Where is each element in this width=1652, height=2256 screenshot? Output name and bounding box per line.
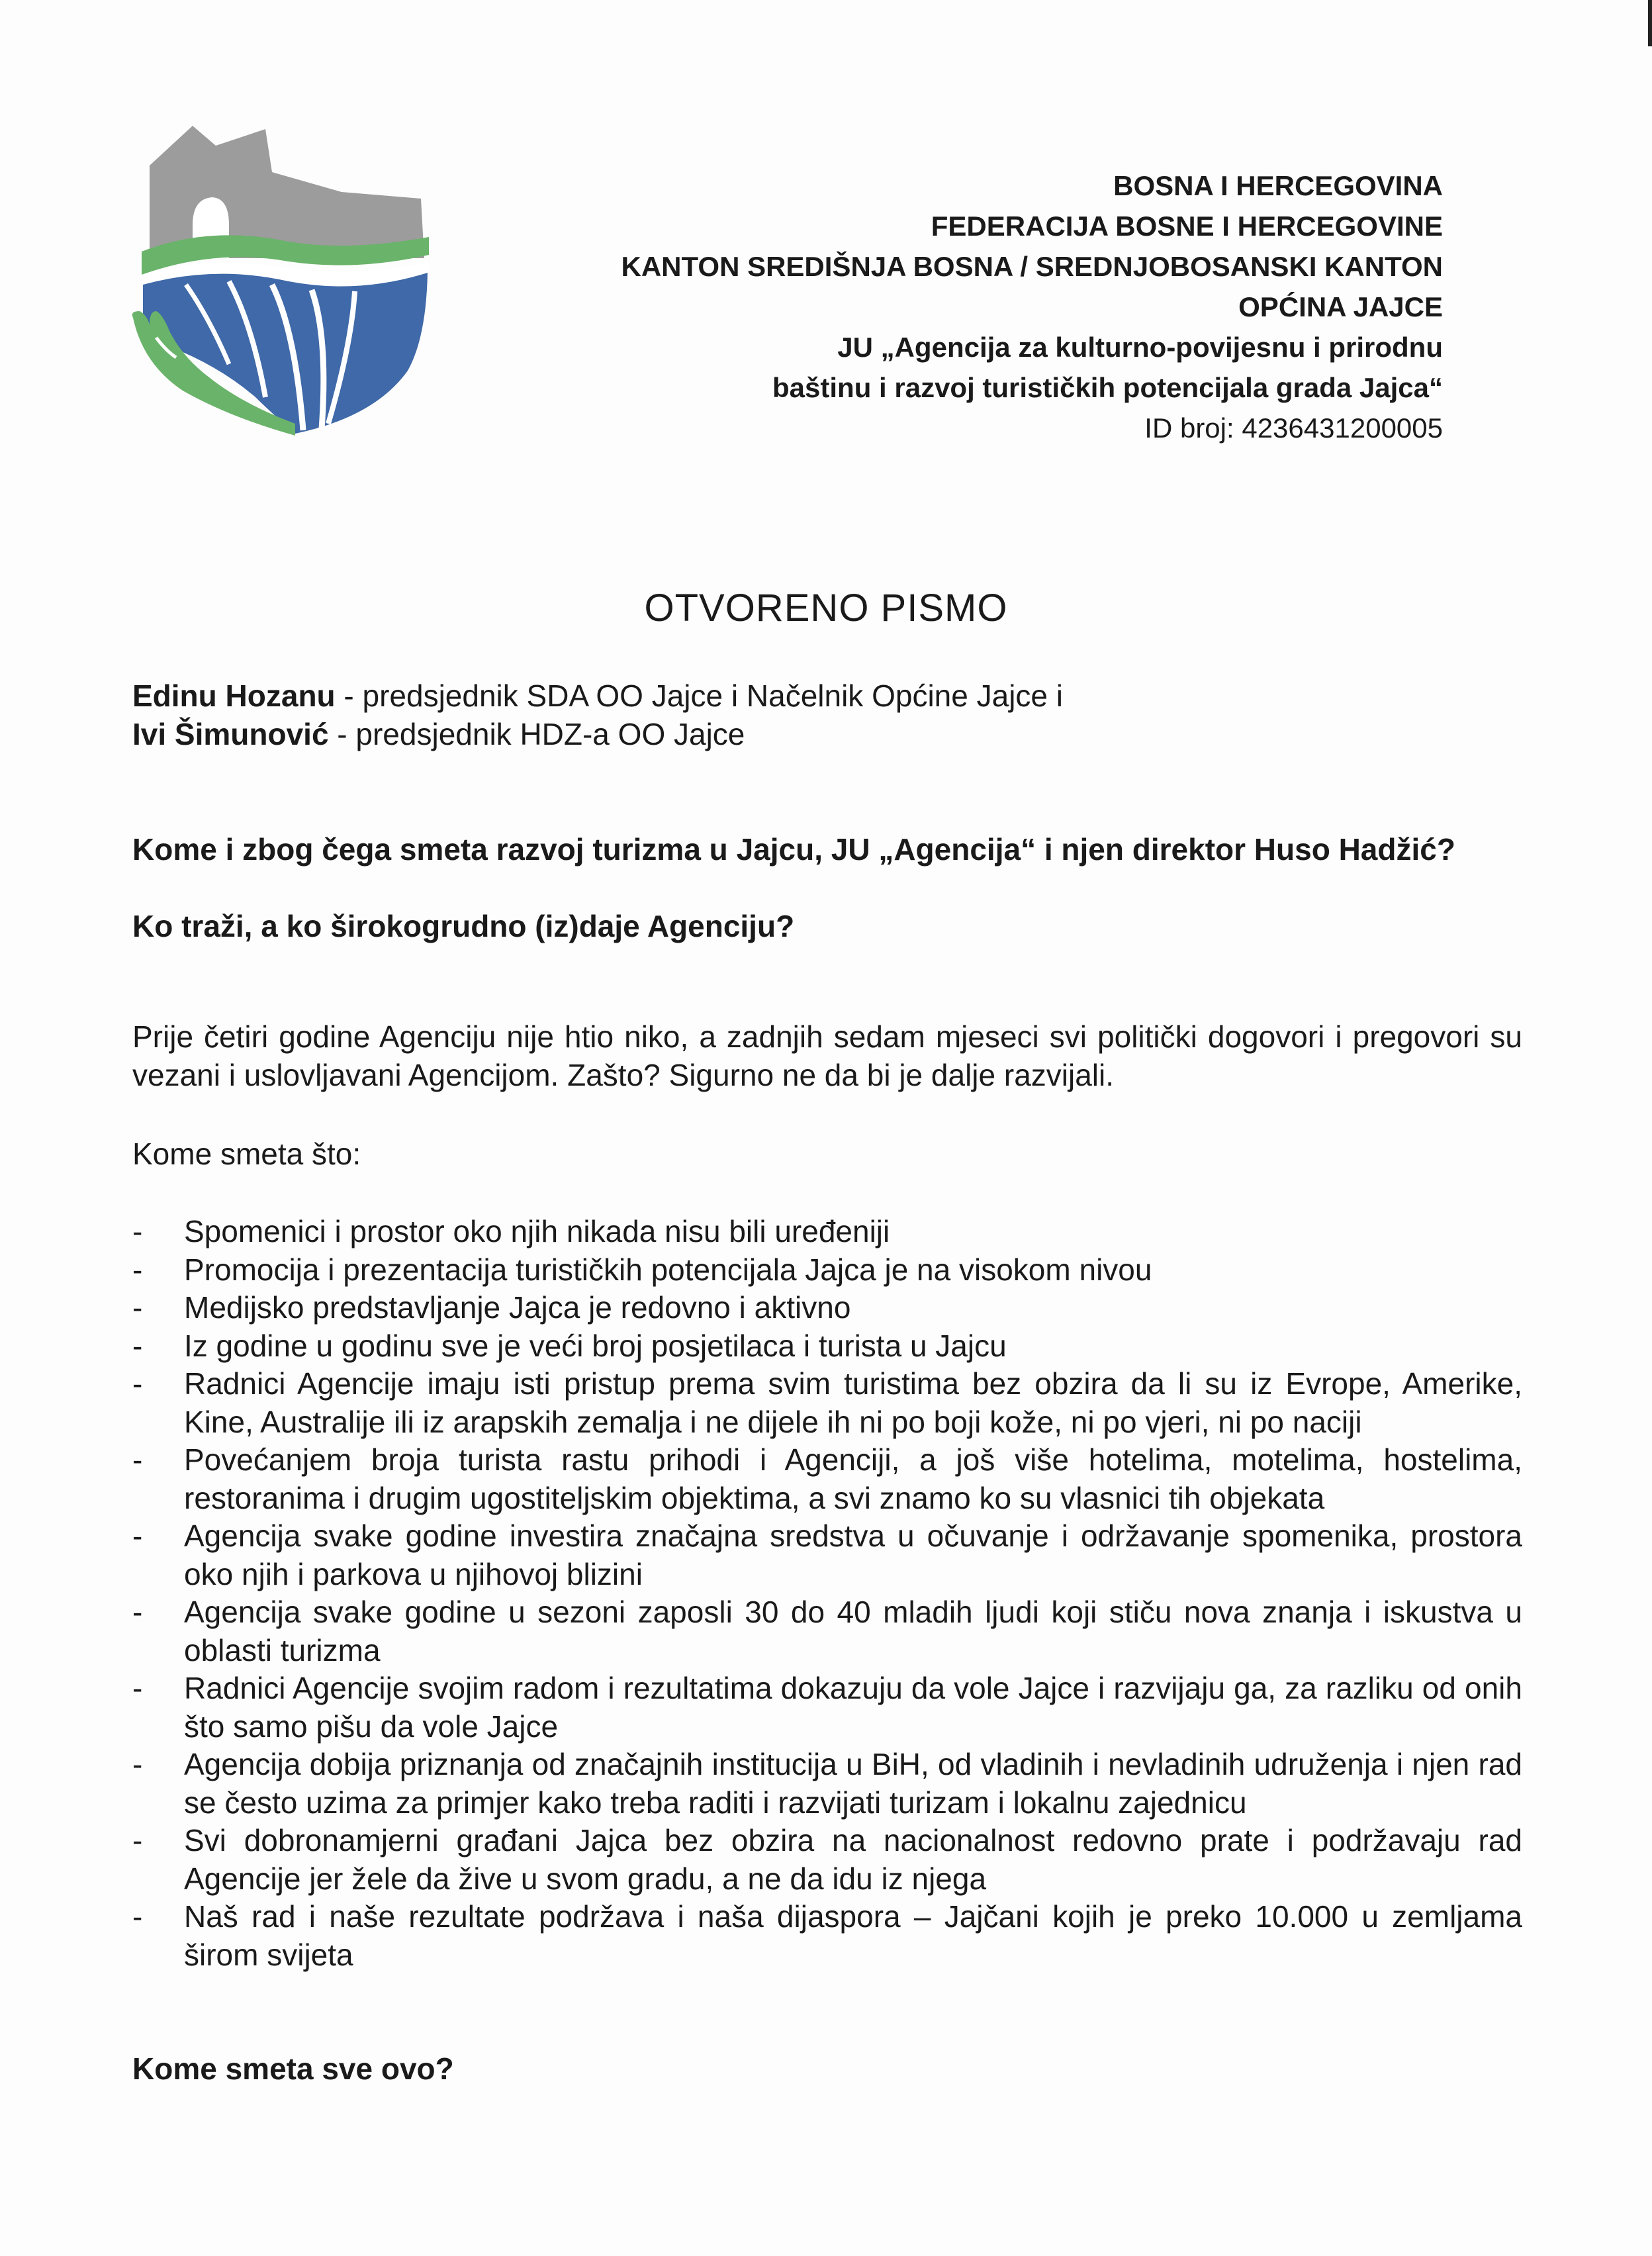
addressee-role-2: - predsjednik HDZ-a OO Jajce: [328, 717, 745, 751]
header-agency-line1: JU „Agencija za kulturno-povijesnu i prirodnu: [837, 332, 1443, 363]
list-item: [132, 1251, 1522, 1290]
intro-paragraph: Prije četiri godine Agenciju nije htio niko, a zadnjih sedam mjeseci svi politički dogovori i pregovori su vezani i uslovljavani Agencijom. Zašto? Sigurno ne da bi je dalje razvijali.: [132, 1019, 1522, 1092]
list-item-text: Radnici Agencije svojim radom i rezultatima dokazuju da vole Jajce i razvijaju ga, za razliku od onih što samo pišu da vole Jajce: [184, 1671, 1522, 1744]
reasons-list: [132, 1213, 1522, 1974]
bullet-dash: -: [132, 1671, 143, 1705]
document-title: OTVORENO PISMO: [644, 587, 1008, 630]
list-item: [132, 1213, 1522, 1251]
addressee-role-1: - predsjednik SDA OO Jajce i Načelnik Općine Jajce i: [335, 679, 1063, 713]
bullet-dash: -: [132, 1290, 143, 1325]
bullet-dash: -: [132, 1595, 143, 1629]
list-item-text: Radnici Agencije imaju isti pristup prema svim turistima bez obzira da li su iz Evrope, Amerike, Kine, Australije ili iz arapskih zemalja i ne dijele ih ni po boji kože, ni po vjeri, ni po naciji: [184, 1366, 1522, 1439]
institution-header: [384, 165, 1443, 448]
header-federation: FEDERACIJA BOSNE I HERCEGOVINE: [931, 211, 1443, 242]
list-item: [132, 1517, 1522, 1593]
bullet-dash: -: [132, 1328, 143, 1363]
list-item-text: Povećanjem broja turista rastu prihodi i Agenciji, a još više hotelima, motelima, hostelima, restoranima i drugim ugostiteljskim objektima, a svi znamo ko su vlasnici tih objekata: [184, 1442, 1522, 1515]
list-item: [132, 1746, 1522, 1822]
addressee-line-1: [132, 677, 1063, 715]
list-item: [132, 1365, 1522, 1441]
list-item-text: Agencija svake godine investira značajna sredstva u očuvanje i održavanje spomenika, prostora oko njih i parkova u njihovoj blizini: [184, 1519, 1522, 1591]
header-agency-line2: baštinu i razvoj turističkih potencijala grada Jajca“: [772, 372, 1443, 403]
list-item-text: Iz godine u godinu sve je veći broj posjetilaca i turista u Jajcu: [184, 1328, 1007, 1363]
list-item-text: Spomenici i prostor oko njih nikada nisu bili uređeniji: [184, 1214, 890, 1248]
bullet-dash: -: [132, 1519, 143, 1553]
bullet-dash: -: [132, 1366, 143, 1401]
scan-edge-mark: [1648, 0, 1652, 46]
list-item: [132, 1822, 1522, 1898]
bullet-dash: -: [132, 1899, 143, 1934]
list-item-text: Promocija i prezentacija turističkih potencijala Jajca je na visokom nivou: [184, 1252, 1152, 1287]
list-item: [132, 1289, 1522, 1327]
list-item-text: Agencija dobija priznanja od značajnih institucija u BiH, od vladinih i nevladinih udruženja i njen rad se često uzima za primjer kako treba raditi i razvijati turizam i lokalnu zajednicu: [184, 1747, 1522, 1820]
list-item-text: Naš rad i naše rezultate podržava i naša dijaspora – Jajčani kojih je preko 10.000 u zemljama širom svijeta: [184, 1899, 1522, 1972]
list-item: [132, 1669, 1522, 1746]
addressee-line-2: [132, 715, 1063, 753]
bullet-dash: -: [132, 1823, 143, 1857]
list-item: [132, 1327, 1522, 1366]
bullet-dash: -: [132, 1252, 143, 1287]
list-item: [132, 1593, 1522, 1669]
bullet-dash: -: [132, 1214, 143, 1248]
list-item-text: Medijsko predstavljanje Jajca je redovno i aktivno: [184, 1290, 851, 1325]
bullet-dash: -: [132, 1442, 143, 1477]
list-item-text: Svi dobronamjerni građani Jajca bez obzira na nacionalnost redovno prate i podržavaju rad Agencije jer žele da žive u svom gradu, a ne da idu iz njega: [184, 1823, 1522, 1896]
question-heading-1: Kome i zbog čega smeta razvoj turizma u Jajcu, JU „Agencija“ i njen direktor Huso Hadžić?: [132, 832, 1455, 867]
header-municipality: OPĆINA JAJCE: [1238, 291, 1443, 322]
bullet-dash: -: [132, 1747, 143, 1781]
addressee-block: [132, 677, 1063, 753]
list-item: [132, 1441, 1522, 1517]
header-id-number: ID broj: 4236431200005: [1144, 412, 1443, 444]
list-item: [132, 1898, 1522, 1974]
list-item-text: Agencija svake godine u sezoni zaposli 30 do 40 mladih ljudi koji stiču nova znanja i iskustva u oblasti turizma: [184, 1595, 1522, 1668]
header-country: BOSNA I HERCEGOVINA: [1113, 170, 1443, 201]
addressee-name-1: Edinu Hozanu: [132, 679, 336, 713]
closing-question: Kome smeta sve ovo?: [132, 2051, 454, 2086]
addressee-name-2: Ivi Šimunović: [132, 717, 329, 751]
list-lead-in: Kome smeta što:: [132, 1137, 361, 1171]
question-heading-2: Ko traži, a ko širokogrudno (iz)daje Agenciju?: [132, 909, 795, 943]
header-canton: KANTON SREDIŠNJA BOSNA / SREDNJOBOSANSKI KANTON: [621, 251, 1443, 282]
